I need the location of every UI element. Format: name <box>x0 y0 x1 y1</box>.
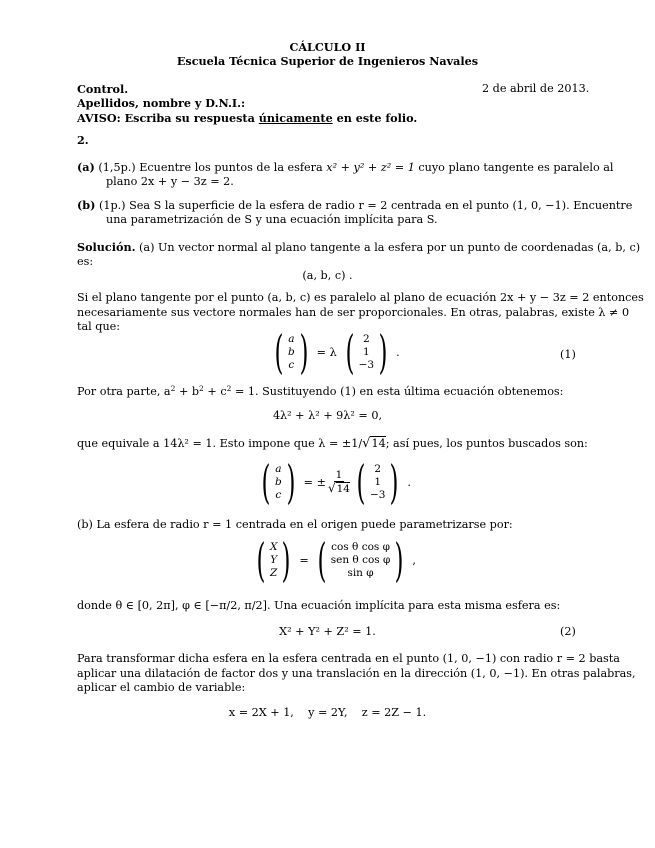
solution-p1-text: (a) Un vector normal al plano tangente a la esfera por un punto de coordenadas (a, b, c) <box>139 241 641 254</box>
solution-p7-line2: aplicar una dilatación de factor dos y una translación en la dirección (1, 0, −1). En otras palabras, <box>77 667 636 680</box>
equation-1-end: . <box>396 345 400 359</box>
vector-entry: −3 <box>358 358 375 371</box>
left-paren: ( <box>317 533 327 587</box>
question-a-line2: plano 2x + y − 3z = 2. <box>106 175 234 188</box>
question-b-label: (b) <box>77 198 96 212</box>
fraction <box>328 469 350 495</box>
right-paren: ) <box>281 533 291 587</box>
vector-entry: c <box>288 358 295 371</box>
vector-entry: c <box>275 488 282 501</box>
notice-emphasis: únicamente <box>258 111 333 125</box>
left-paren: ( <box>274 325 284 379</box>
question-a-points: (1,5p.) <box>98 161 136 174</box>
vector-trig <box>331 541 391 580</box>
vector-abc <box>275 463 282 502</box>
vector-entry: a <box>288 332 295 345</box>
solution-p2-line3: tal que: <box>77 320 121 333</box>
vector-entry: −3 <box>369 488 386 501</box>
right-paren: ) <box>286 455 296 509</box>
question-a-line1 <box>77 160 614 175</box>
solution-p5: (b) La esfera de radio r = 1 centrada en el origen puede parametrizarse por: <box>77 518 513 531</box>
question-b-line1 <box>77 198 632 213</box>
equation-2: X² + Y² + Z² = 1. <box>279 625 376 638</box>
vector-xyz <box>270 541 277 580</box>
vector-entry: cos θ cos φ <box>331 540 390 553</box>
solution-p3-mid: + b <box>178 385 200 398</box>
solution-p7-line1: Para transformar dicha esfera en la esfera centrada en el punto (1, 0, −1) con radio r = 2 basta <box>77 652 620 665</box>
solution-p3: Por otra parte, $a^2 + b^2 + c^2 = 1$. Sustituyendo (1) en esta última ecuación obtenemos: <box>77 384 564 398</box>
equation-1 <box>270 325 400 379</box>
equation-param-operator: = <box>299 553 309 567</box>
name-line: Apellidos, nombre y D.N.I.: <box>77 96 246 110</box>
solution-p6: donde θ ∈ [0, 2π], φ ∈ [−π/2, π/2]. Una ecuación implícita para esta misma esfera es: <box>77 599 561 612</box>
notice-label: AVISO: <box>77 111 121 125</box>
vector-entry: 1 <box>374 475 382 488</box>
vector-entry: 2 <box>363 332 370 345</box>
equation-2-number: (2) <box>560 625 576 638</box>
question-a-text1: Ecuentre los puntos de la esfera <box>139 161 323 174</box>
vector-entry: 2 <box>374 462 382 475</box>
fraction-numerator: 1 <box>335 469 343 481</box>
notice-post: en este folio. <box>336 111 418 125</box>
solution-label: Solución. <box>77 240 136 254</box>
vector-entry: X <box>269 540 278 553</box>
equation-points <box>257 455 411 509</box>
vector-entry: sin φ <box>347 566 374 579</box>
question-b-line2: una parametrización de S y una ecuación implícita para S. <box>106 213 438 226</box>
right-paren: ) <box>394 533 404 587</box>
control-label: Control. <box>77 82 129 96</box>
equation-lambda: 4λ² + λ² + 9λ² = 0, <box>272 409 383 422</box>
vector-entry: Y <box>270 553 278 566</box>
vector-normal <box>359 333 374 372</box>
equation-points-end: . <box>407 475 411 489</box>
fraction-denominator: √14 <box>327 481 350 495</box>
equation-1-operator: = λ <box>316 345 337 359</box>
vector-entry: b <box>287 345 295 358</box>
solution-p1-line2: es: <box>77 255 94 268</box>
vector-entry: sen θ cos φ <box>330 553 391 566</box>
equation-points-operator: = ± <box>303 475 326 489</box>
left-paren: ( <box>356 455 366 509</box>
problem-number: 2. <box>77 133 89 147</box>
right-paren: ) <box>299 325 309 379</box>
solution-p3-mid2: + c <box>207 385 227 398</box>
equation-param-end: , <box>412 553 416 567</box>
question-b-points: (1p.) <box>98 199 126 212</box>
notice-pre: Escriba su respuesta <box>124 111 255 125</box>
right-paren: ) <box>389 455 399 509</box>
question-a-equation: x² + y² + z² = 1 <box>326 161 415 174</box>
left-paren: ( <box>256 533 266 587</box>
solution-p4: que equivale a 14λ² = 1. Esto impone que λ = ±1/√14; así pues, los puntos buscados son: <box>77 436 588 451</box>
solution-p3-post: = 1. Sustituyendo (1) en esta última ecuación obtenemos: <box>234 385 564 398</box>
fraction-denominator-value: 14 <box>336 483 350 495</box>
school-name: Escuela Técnica Superior de Ingenieros Navales <box>176 54 479 68</box>
right-paren: ) <box>378 325 388 379</box>
solution-p3-pre: Por otra parte, a <box>77 385 171 398</box>
vector-entry: b <box>274 475 282 488</box>
vector-normal <box>370 463 385 502</box>
solution-p4-post: ; así pues, los puntos buscados son: <box>385 437 588 450</box>
question-a-text2: cuyo plano tangente es paralelo al <box>418 161 614 174</box>
notice-line <box>77 111 417 125</box>
equation-param <box>252 533 416 587</box>
left-paren: ( <box>261 455 271 509</box>
vector-abc <box>288 333 295 372</box>
vector-entry: Z <box>270 566 278 579</box>
solution-p2-line2: necesariamente sus vectore normales han de ser proporcionales. En otras, palabras, existe λ ≠ 0 <box>77 306 630 319</box>
equation-1-number: (1) <box>560 348 576 361</box>
solution-p1-line1 <box>77 240 640 255</box>
left-paren: ( <box>345 325 355 379</box>
question-b-text1: Sea S la superficie de la esfera de radio r = 2 centrada en el punto (1, 0, −1). Encuentre <box>129 199 633 212</box>
solution-p2-line1: Si el plano tangente por el punto (a, b, c) es paralelo al plano de ecuación 2x + y − 3z = 2 entonces <box>77 291 644 304</box>
equation-change: x = 2X + 1, y = 2Y, z = 2Z − 1. <box>228 706 427 719</box>
solution-p4-sqrt: 14 <box>371 437 386 450</box>
solution-p4-pre: que equivale a 14λ² = 1. Esto impone que λ = ±1/ <box>77 437 363 450</box>
question-a-label: (a) <box>77 160 95 174</box>
vector-entry: a <box>275 462 282 475</box>
equation-abc: (a, b, c) . <box>302 269 353 282</box>
exam-date: 2 de abril de 2013. <box>482 82 590 95</box>
solution-p7-line3: aplicar el cambio de variable: <box>77 681 246 694</box>
document-title: CÁLCULO II <box>289 40 366 54</box>
vector-entry: 1 <box>363 345 370 358</box>
